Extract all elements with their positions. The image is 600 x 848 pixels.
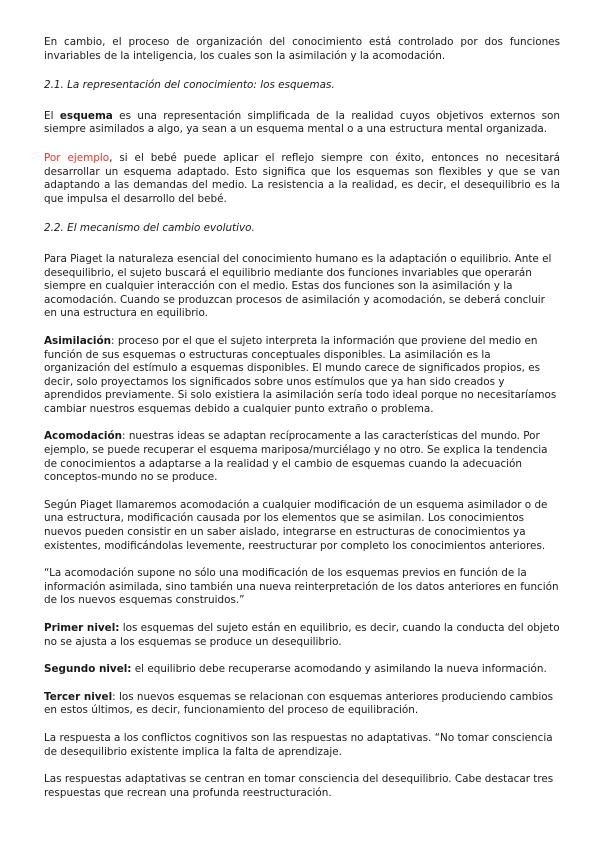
term-esquema: esquema xyxy=(59,109,113,122)
text: : proceso por el que el sujeto interpreta la información que proviene del medio en función de sus esquemas o estructuras conceptuales disponibles. La asimilación es la organización del estímulo a esquemas disponibles. El mundo carece de significados propios, es decir, solo proyectamos los significados sobre unos estímulos que ya han sido creados y aprendidos previamente. Si solo existiera la asimilación sería todo ideal porque no necesitaríamos cambiar nuestros esquemas debido a cualquier punto extraño o problema. xyxy=(44,334,557,415)
text: es una representación simplificada de la realidad cuyos objetivos externos son siempre asimilados a algo, ya sean a un esquema mental o a una estructura mental organizada. xyxy=(44,109,560,136)
text: El xyxy=(44,109,60,122)
paragraph-ejemplo xyxy=(44,152,560,206)
text: : nuestras ideas se adaptan recíprocamente a las características del mundo. Por ejemplo, se puede recuperar el esquema mariposa/murciélago y no otro. Se explica la tendencia de conocimientos a adaptarse a la realidad y el cambio de esquemas cuando la adecuación conceptos-mundo no se produce. xyxy=(44,430,548,484)
text: , si el bebé puede aplicar el reflejo siempre con éxito, entonces no necesitará desarrollar un esquema adaptado. Esto significa que los esquemas son flexibles y que se van adaptando a las demandas del medio. La resistencia a la realidad, es decir, el desequilibrio es la que impulsa el desarrollo del bebé. xyxy=(44,151,560,205)
text: el equilibrio debe recuperarse acomodando y asimilando la nueva información. xyxy=(131,663,547,676)
document-page xyxy=(44,36,560,800)
paragraph-tercer-nivel xyxy=(44,691,560,718)
term-asimilacion: Asimilación xyxy=(44,334,112,347)
text: los esquemas del sujeto están en equilibrio, es decir, cuando la conducta del objeto no se ajusta a los esquemas se produce un desequilibrio. xyxy=(44,622,560,648)
section-heading-2-2: 2.2. El mecanismo del cambio evolutivo. xyxy=(44,222,255,235)
paragraph-esquema xyxy=(44,110,560,137)
paragraph-segundo-nivel xyxy=(44,663,560,677)
paragraph-quote: “La acomodación supone no sólo una modificación de los esquemas previos en función de la información asimilada, sino también una nueva reinterpretación de los datos anteriores en función de los nuevos esquemas construidos.” xyxy=(44,567,559,607)
text: : los nuevos esquemas se relacionan con esquemas anteriores produciendo cambios en estos últimos, es decir, funcionamiento del proceso de equilibración. xyxy=(44,690,554,717)
paragraph-segun-piaget: Según Piaget llamaremos acomodación a cualquier modificación de un esquema asimilador o de una estructura, modificación causada por los elementos que se asimilan. Los conocimientos nuevos pueden consistir en un saber aislado, integrarse en estructuras de conocimientos ya existentes, modificándolas levemente, reestructurar por completo los conocimientos anteriores. xyxy=(44,498,548,552)
paragraph-acomodacion xyxy=(44,430,560,484)
paragraph-respuestas-adaptativas: Las respuestas adaptativas se centran en tomar consciencia del desequilibrio. Cabe destacar tres respuestas que recrean una profunda reestructuración. xyxy=(44,773,554,799)
paragraph-piaget-adaptacion: Para Piaget la naturaleza esencial del conocimiento humano es la adaptación o equilibrio. Ante el desequilibrio, el sujeto buscará el equilibrio mediante dos funciones invariables que operarán siempre en cualquier interacción con el medio. Estas dos funciones son la asimilación y la acomodación. Cuando se produzcan procesos de asimilación y acomodación, se deberá concluir en una estructura en equilibrio. xyxy=(44,252,552,320)
term-segundo-nivel: Segundo nivel: xyxy=(44,663,132,676)
term-acomodacion: Acomodación xyxy=(44,430,123,443)
paragraph-organizacion: En cambio, el proceso de organización del conocimiento está controlado por dos funciones invariables de la inteligencia, los cuales son la asimilación y la acomodación. xyxy=(44,36,560,62)
section-heading-2-1: 2.1. La representación del conocimiento: los esquemas. xyxy=(44,79,335,92)
highlight-por-ejemplo: Por ejemplo xyxy=(44,151,110,164)
paragraph-asimilacion xyxy=(44,335,560,417)
paragraph-respuestas-no-adaptativas: La respuesta a los conflictos cognitivos son las respuestas no adaptativas. “No tomar consciencia de desequilibrio existente implica la falta de aprendizaje. xyxy=(44,731,553,758)
paragraph-primer-nivel xyxy=(44,622,560,649)
term-tercer-nivel: Tercer nivel xyxy=(44,690,113,703)
term-primer-nivel: Primer nivel: xyxy=(44,622,120,634)
